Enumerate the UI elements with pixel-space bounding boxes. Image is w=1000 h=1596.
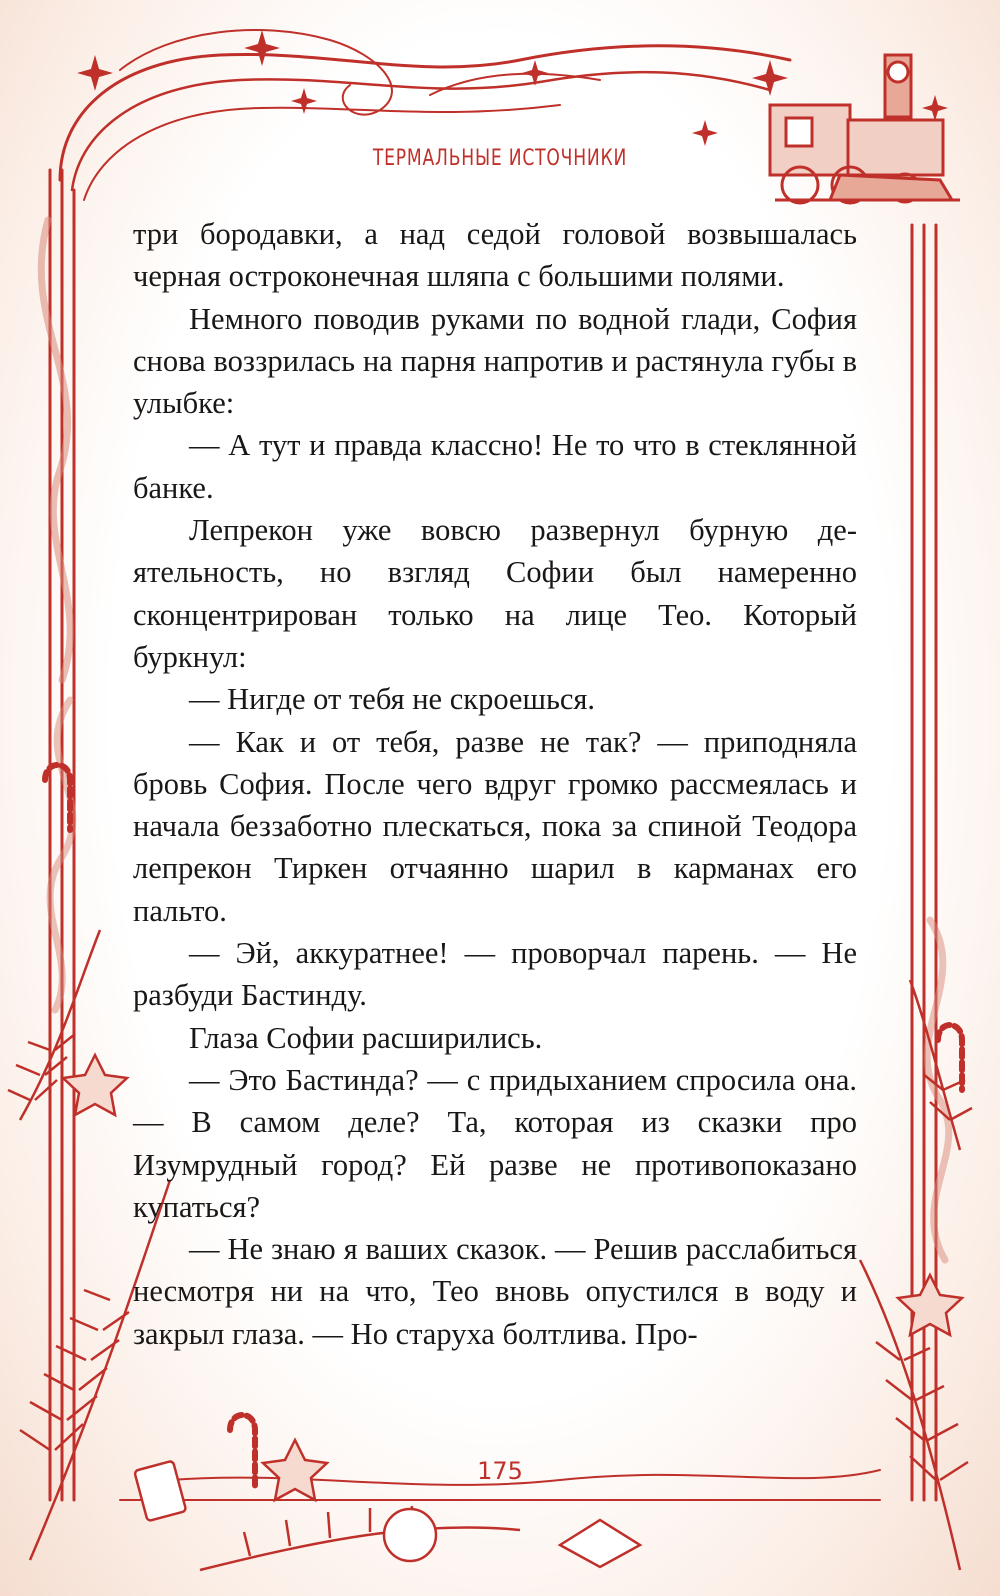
paragraph: — Как и от тебя, разве не так? — приподняла бровь София. После чего вдруг громко рассмеялась и начала беззаботно плескаться, пока за спиной Теодора лепрекон Тиркен отчаянно шарил в карманах его пальто.	[133, 724, 857, 928]
paragraph: Немного поводив руками по водной глади, София снова воззрилась на парня напротив и растянула губы в улыбке:	[133, 301, 857, 421]
running-head: ТЕРМАЛЬНЫЕ ИСТОЧНИКИ	[372, 146, 628, 171]
paragraph: Лепрекон уже вовсю развернул бурную деятельность, но взгляд Софии был намеренно сконцентрирован только на лице Тео. Который буркнул:	[133, 513, 857, 674]
paragraph: — Эй, аккуратнее! — проворчал парень. — Не разбуди Бастинду.	[133, 936, 857, 1013]
locomotive-illustration	[770, 55, 960, 203]
body-text	[133, 213, 857, 1355]
page-number: 175	[477, 1457, 523, 1485]
paragraph: — Это Бастинда? — с придыханием спросила она. — В самом деле? Та, которая из сказки про Изумрудный город? Ей разве не противопоказано купаться?	[133, 1062, 857, 1224]
paragraph: — А тут и правда классно! Не то что в стеклянной банке.	[133, 428, 857, 505]
paragraph: Глаза Софии расширились.	[189, 1020, 543, 1055]
paragraph: — Не знаю я ваших сказок. — Решив расслабиться несмотря ни на что, Тео вновь опустился в воду и закрыл глаза. — Но старуха болтлива. Про-	[133, 1232, 857, 1351]
paragraph: — Нигде от тебя не скроешься.	[189, 682, 596, 717]
paragraph: три бородавки, а над седой головой возвышалась черная остроконечная шляпа с большими полями.	[133, 217, 857, 294]
